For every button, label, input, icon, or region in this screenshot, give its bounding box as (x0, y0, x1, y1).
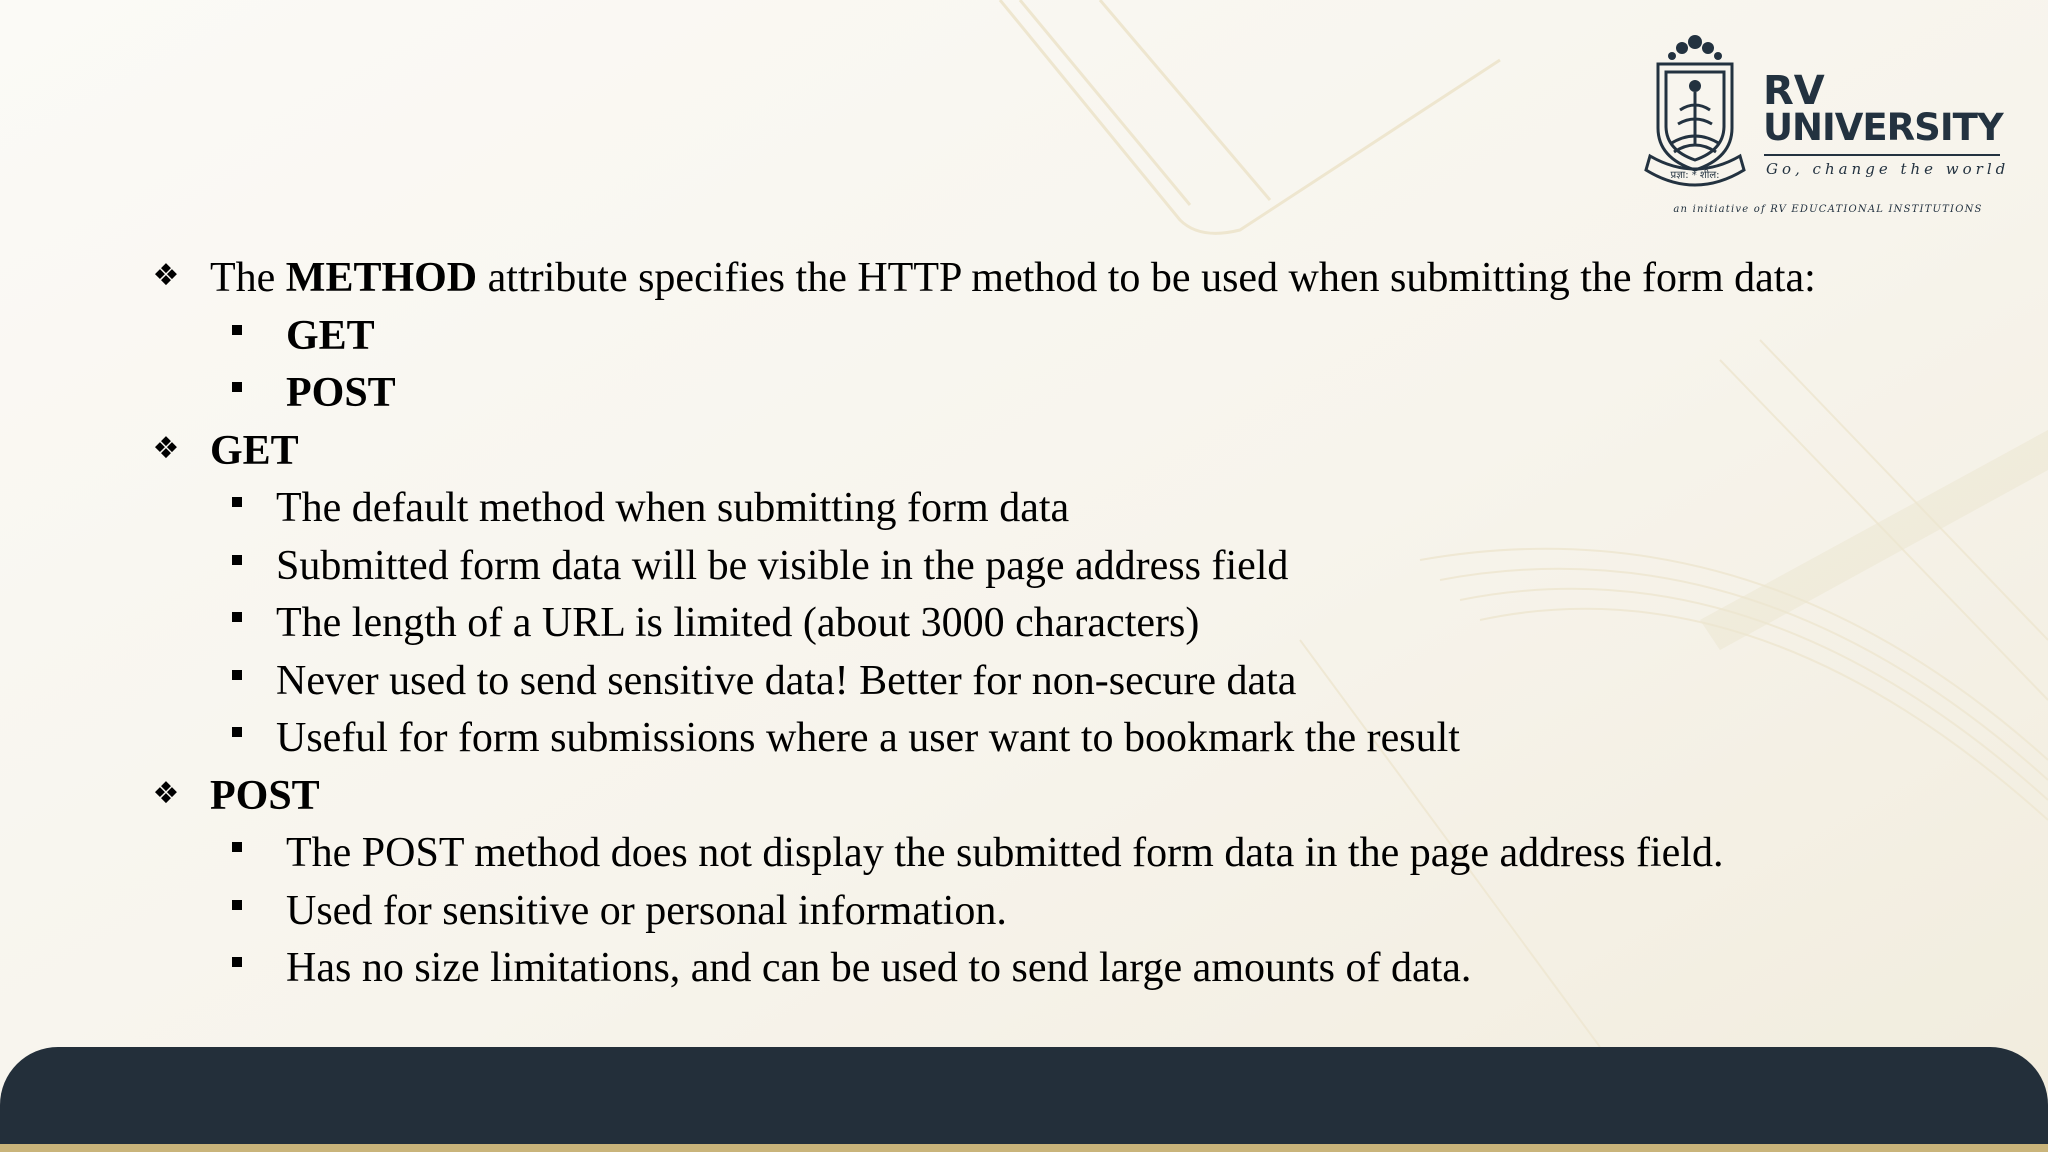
method-attribute-bullet (150, 250, 1950, 308)
list-item (150, 538, 1950, 596)
get-heading: GET (210, 427, 299, 474)
logo-initiative-text: an initiative of RV EDUCATIONAL INSTITUTIONS (1673, 204, 1983, 215)
method-item-post: POST (286, 370, 396, 416)
list-item (150, 825, 1950, 883)
logo-name-line1: RV (1763, 68, 1825, 114)
square-bullet-icon (232, 670, 242, 680)
list-item (150, 940, 1950, 998)
get-item-text: The default method when submitting form data (276, 485, 1070, 531)
university-emblem-icon (1640, 32, 1750, 192)
square-bullet-icon (232, 382, 242, 392)
diamond-bullet-icon: ❖ (152, 775, 180, 811)
list-item (150, 365, 1950, 423)
post-item-text: Has no size limitations, and can be used to send large amounts of data. (286, 945, 1472, 991)
slide-content (150, 250, 1950, 998)
get-item-text: The length of a URL is limited (about 3000 characters) (276, 600, 1200, 646)
footer-accent-strip (0, 1144, 2048, 1152)
post-item-text: The POST method does not display the submitted form data in the page address field. (286, 830, 1724, 876)
diamond-bullet-icon: ❖ (152, 430, 180, 466)
post-heading-bullet (150, 768, 1950, 826)
list-item (150, 480, 1950, 538)
square-bullet-icon (232, 900, 242, 910)
post-item-text: Used for sensitive or personal information. (286, 887, 1007, 934)
method-attribute-text: The METHOD attribute specifies the HTTP method to be used when submitting the form data: (210, 255, 1816, 301)
get-heading-bullet (150, 423, 1950, 481)
square-bullet-icon (232, 497, 242, 507)
list-item (150, 653, 1950, 711)
square-bullet-icon (232, 842, 242, 852)
list-item (150, 710, 1950, 768)
seal-text: प्रज्ञा: * शील: (1670, 170, 1720, 181)
list-item (150, 308, 1950, 366)
square-bullet-icon (232, 325, 242, 335)
get-item-text: Submitted form data will be visible in the page address field (276, 542, 1289, 589)
method-keyword: METHOD (285, 255, 478, 301)
square-bullet-icon (232, 612, 242, 622)
method-item-get: GET (286, 312, 375, 359)
post-heading: POST (210, 772, 320, 819)
logo-divider (1764, 154, 2000, 156)
list-item (150, 595, 1950, 653)
logo-name-line2: UNIVERSITY (1763, 106, 2003, 149)
get-item-text: Useful for form submissions where a user want to bookmark the result (276, 715, 1460, 761)
university-logo (1640, 32, 2010, 224)
get-item-text: Never used to send sensitive data! Better for non-secure data (276, 657, 1297, 704)
footer-bar (0, 1047, 2048, 1144)
square-bullet-icon (232, 727, 242, 737)
square-bullet-icon (232, 555, 242, 565)
list-item (150, 883, 1950, 941)
square-bullet-icon (232, 957, 242, 967)
diamond-bullet-icon: ❖ (152, 258, 180, 293)
logo-tagline: Go, change the world (1766, 160, 2010, 178)
